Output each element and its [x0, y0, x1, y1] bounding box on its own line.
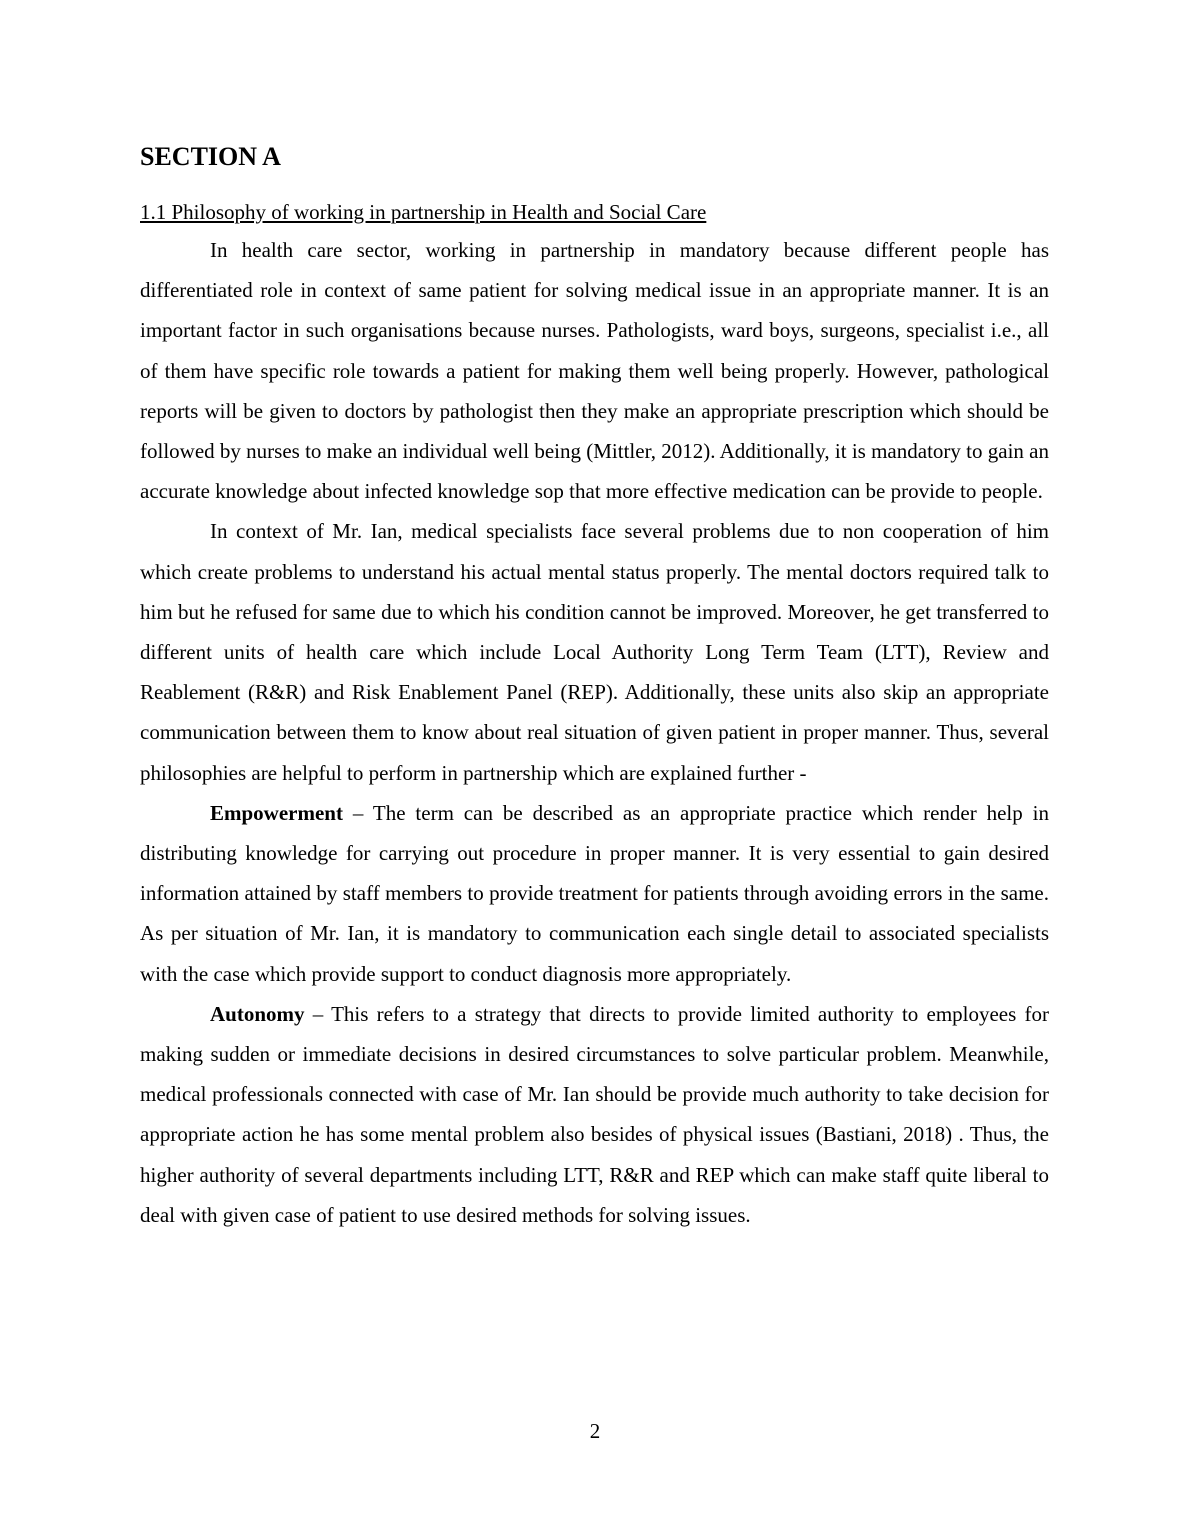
- paragraph-autonomy: [140, 994, 1049, 1235]
- paragraph-mr-ian-context: [140, 511, 1049, 792]
- body-text: [140, 230, 1049, 1235]
- term-empowerment: Empowerment: [210, 800, 343, 825]
- paragraph-empowerment: [140, 793, 1049, 994]
- paragraph-partnership-intro: [140, 230, 1049, 511]
- paragraph-text: In health care sector, working in partnership in mandatory because different people has differentiated role in context of same patient for solving medical issue in an appropriate manner. It is an important factor in such organisations because nurses. Pathologists, ward boys, surgeons, specialist i.e., all of them have specific role towards a patient for making them well being properly. However, pathological reports will be given to doctors by pathologist then they make an appropriate prescription which should be followed by nurses to make an individual well being (Mittler, 2012). Additionally, it is mandatory to gain an accurate knowledge about infected knowledge sop that more effective medication can be provide to people.: [140, 238, 1049, 504]
- page-number: 2: [589, 1419, 601, 1443]
- paragraph-text: – This refers to a strategy that directs to provide limited authority to employees for making sudden or immediate decisions in desired circumstances to solve particular problem. Meanwhile, medical professionals connected with case of Mr. Ian should be provide much authority to take decision for appropriate action he has some mental problem also besides of physical issues (Bastiani, 2018) . Thus, the higher authority of several departments including LTT, R&R and REP which can make staff quite liberal to deal with given case of patient to use desired methods for solving issues.: [140, 1001, 1049, 1227]
- paragraph-text: – The term can be described as an appropriate practice which render help in distributing knowledge for carrying out procedure in proper manner. It is very essential to gain desired information attained by staff members to provide treatment for patients through avoiding errors in the same. As per situation of Mr. Ian, it is mandatory to communication each single detail to associated specialists with the case which provide support to conduct diagnosis more appropriately.: [140, 800, 1049, 986]
- term-autonomy: Autonomy: [210, 1001, 305, 1026]
- section-title: SECTION A: [140, 142, 281, 171]
- paragraph-text: In context of Mr. Ian, medical specialists face several problems due to non cooperation of him which create problems to understand his actual mental status properly. The mental doctors required talk to him but he refused for same due to which his condition cannot be improved. Moreover, he get transferred to different units of health care which include Local Authority Long Term Team (LTT), Review and Reablement (R&R) and Risk Enablement Panel (REP). Additionally, these units also skip an appropriate communication between them to know about real situation of given patient in proper manner. Thus, several philosophies are helpful to perform in partnership which are explained further -: [140, 519, 1049, 785]
- subheading: 1.1 Philosophy of working in partnership in Health and Social Care: [140, 200, 707, 224]
